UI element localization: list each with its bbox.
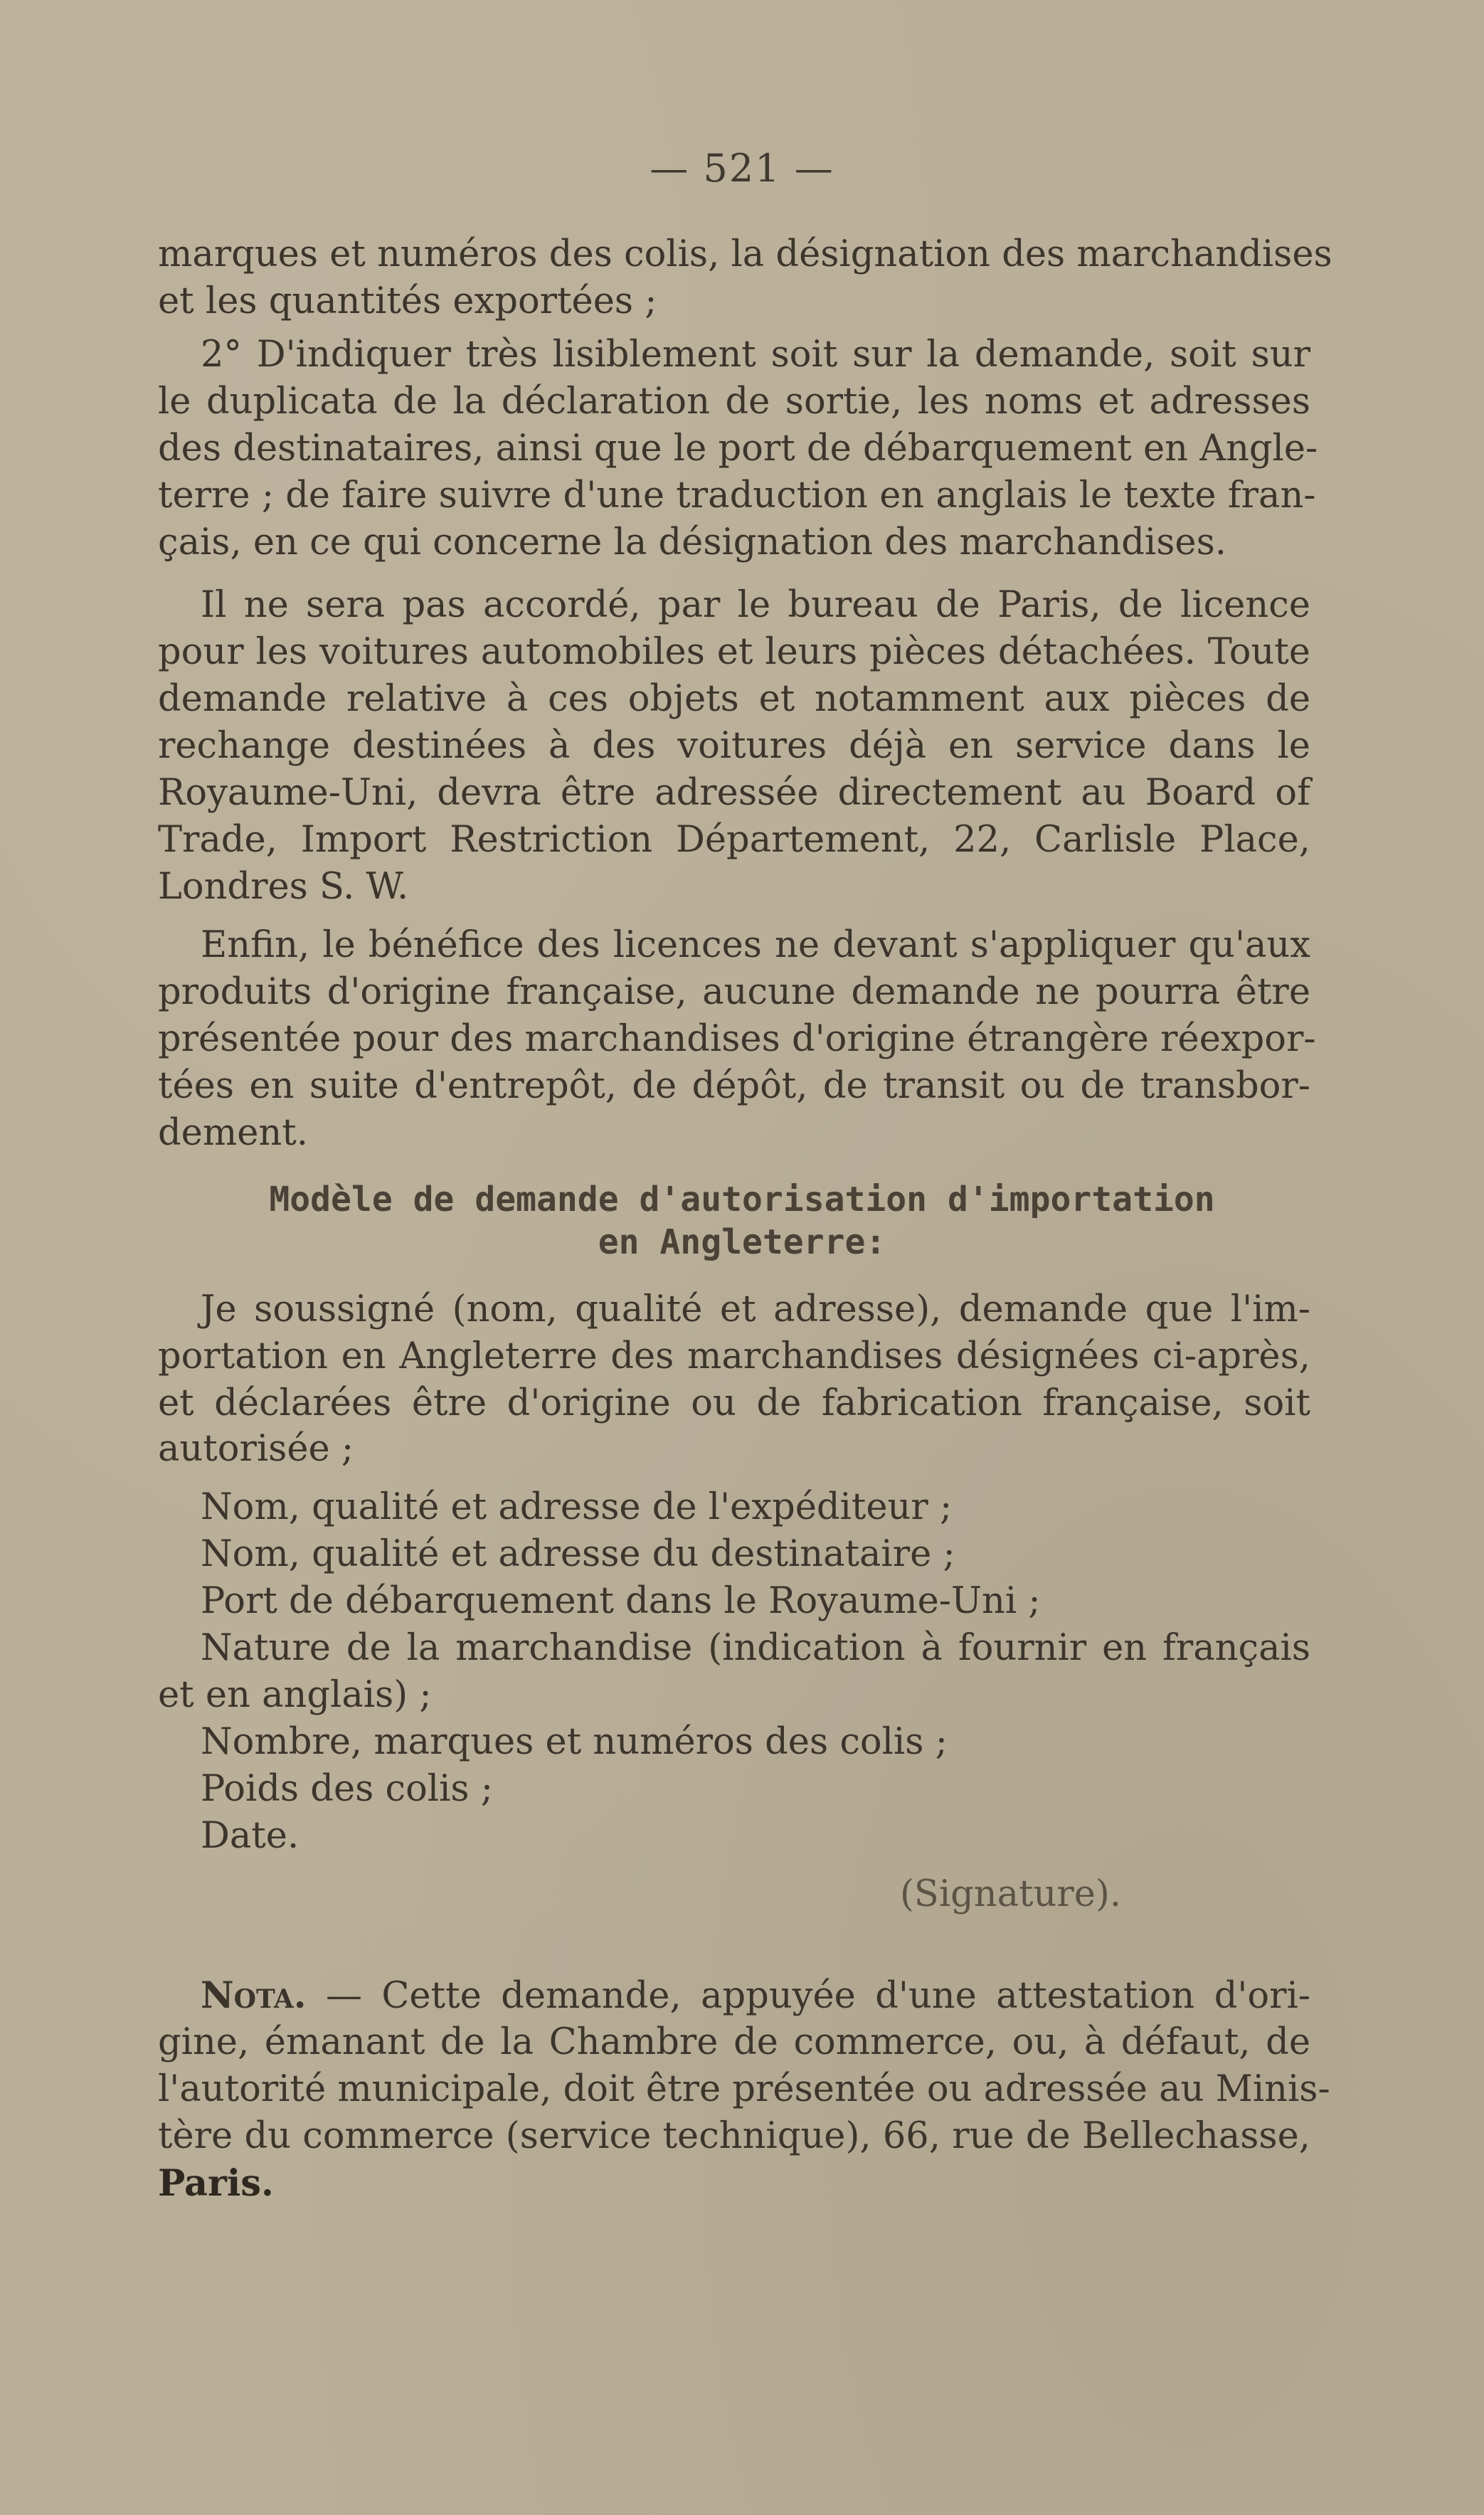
text-line: des destinataires, ainsi que le port de débarquement en Angle- xyxy=(158,428,1318,470)
form-item: Nombre, marques et numéros des colis ; xyxy=(201,1721,948,1763)
text-line: présentée pour des marchandises d'origine étrangère réexpor- xyxy=(158,1018,1316,1060)
text-line: pour les voitures automobiles et leurs pièces détachées. Toute xyxy=(158,631,1310,673)
text-line: produits d'origine française, aucune demande ne pourra être xyxy=(158,971,1310,1013)
signature: (Signature). xyxy=(900,1873,1122,1915)
text-line: terre ; de faire suivre d'une traduction en anglais le texte fran- xyxy=(158,475,1316,517)
text-line: çais, en ce qui concerne la désignation des marchandises. xyxy=(158,521,1226,563)
text-line: tées en suite d'entrepôt, de dépôt, de transit ou de transbor- xyxy=(158,1065,1310,1107)
text-line: gine, émanant de la Chambre de commerce, ou, à défaut, de xyxy=(158,2021,1310,2063)
text-line: et les quantités exportées ; xyxy=(158,280,657,322)
form-item: Nature de la marchandise (indication à fournir en français xyxy=(201,1627,1310,1669)
text-line: le duplicata de la déclaration de sortie, les noms et adresses xyxy=(158,381,1310,423)
text-line: Royaume-Uni, devra être adressée directement au Board of xyxy=(158,772,1310,814)
text-line: Je soussigné (nom, qualité et adresse), demande que l'im- xyxy=(201,1288,1310,1330)
text-line: portation en Angleterre des marchandises désignées ci-après, xyxy=(158,1335,1310,1377)
text-line: et déclarées être d'origine ou de fabrication française, soit xyxy=(158,1382,1310,1424)
text-line: marques et numéros des colis, la désignation des marchandises xyxy=(158,233,1332,275)
section-heading: Modèle de demande d'autorisation d'importation xyxy=(269,1180,1215,1219)
nota-text: Cette demande, appuyée d'une attestation d'ori- xyxy=(381,1975,1311,2017)
nota-label: Nota. xyxy=(201,1974,307,2017)
text-line: Paris. xyxy=(158,2162,274,2205)
text-line: Enfin, le bénéfice des licences ne devant s'appliquer qu'aux xyxy=(201,924,1310,966)
text-line: Trade, Import Restriction Département, 22, Carlisle Place, xyxy=(158,819,1310,861)
form-item: Nom, qualité et adresse de l'expéditeur ; xyxy=(201,1486,953,1528)
text-line: l'autorité municipale, doit être présentée ou adressée au Minis- xyxy=(158,2068,1330,2110)
nota-dash: — xyxy=(325,1975,362,2017)
text-line: Londres S. W. xyxy=(158,866,409,908)
form-item: Nom, qualité et adresse du destinataire ; xyxy=(201,1533,955,1575)
text-line: 2° D'indiquer très lisiblement soit sur la demande, soit sur xyxy=(201,334,1310,376)
text-line: dement. xyxy=(158,1112,308,1154)
section-heading-cont: en Angleterre: xyxy=(598,1222,886,1262)
form-item: Date. xyxy=(201,1815,300,1857)
text-line: demande relative à ces objets et notamment aux pièces de xyxy=(158,678,1310,720)
text-line: autorisée ; xyxy=(158,1428,354,1470)
text-line: tère du commerce (service technique), 66, rue de Bellechasse, xyxy=(158,2115,1310,2157)
nota-first-line xyxy=(201,1972,1310,2021)
page-number: — 521 — xyxy=(650,146,834,191)
form-item: Port de débarquement dans le Royaume-Uni ; xyxy=(201,1580,1041,1622)
form-item-cont: et en anglais) ; xyxy=(158,1674,432,1716)
text-line: Il ne sera pas accordé, par le bureau de Paris, de licence xyxy=(201,584,1310,626)
text-line: rechange destinées à des voitures déjà en service dans le xyxy=(158,725,1310,767)
form-item: Poids des colis ; xyxy=(201,1768,493,1810)
